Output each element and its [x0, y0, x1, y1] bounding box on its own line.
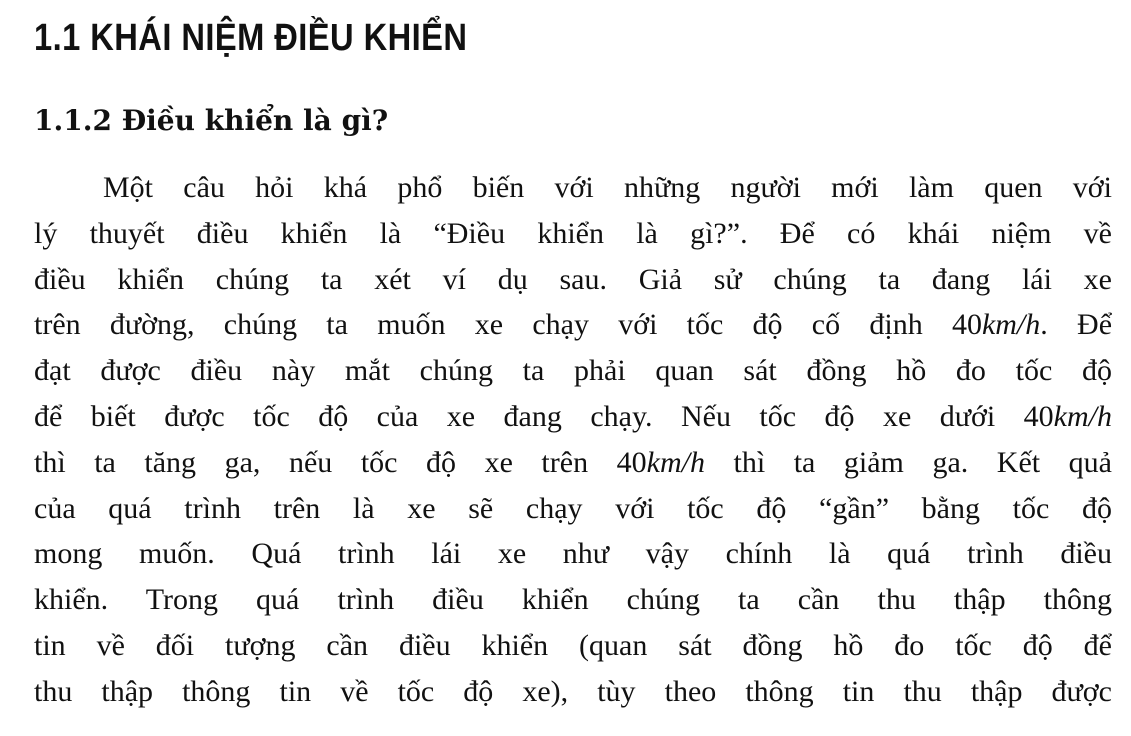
paragraph-line: mong muốn. Quá trình lái xe như vậy chính là quá trình điều [34, 537, 1112, 571]
math-unit: km/h [646, 445, 705, 479]
paragraph-line: thì ta tăng ga, nếu tốc độ xe trên 40km/h thì ta giảm ga. Kết quả [34, 445, 1112, 479]
body-paragraph [34, 165, 1112, 715]
paragraph-line: tin về đối tượng cần điều khiển (quan sát đồng hồ đo tốc độ để [34, 628, 1112, 662]
paragraph-line: thu thập thông tin về tốc độ xe), tùy theo thông tin thu thập được [34, 674, 1112, 708]
document-page [34, 0, 1112, 715]
paragraph-line: lý thuyết điều khiển là “Điều khiển là gì?”. Để có khái niệm về [34, 216, 1112, 250]
paragraph-line: Một câu hỏi khá phổ biến với những người mới làm quen với [103, 171, 1112, 204]
math-unit: km/h [981, 308, 1041, 342]
paragraph-line: điều khiển chúng ta xét ví dụ sau. Giả sử chúng ta đang lái xe [34, 262, 1112, 296]
paragraph-line: trên đường, chúng ta muốn xe chạy với tốc độ cố định 40km/h. Để [34, 308, 1113, 342]
paragraph-line: để biết được tốc độ của xe đang chạy. Nếu tốc độ xe dưới 40km/h [34, 399, 1112, 433]
chapter-heading: 1.1 KHÁI NIỆM ĐIỀU KHIỂN [34, 17, 468, 59]
paragraph-line: của quá trình trên là xe sẽ chạy với tốc độ “gần” bằng tốc độ [34, 491, 1112, 525]
math-unit: km/h [1053, 399, 1112, 433]
section-heading: 1.1.2 Điều khiển là gì? [34, 104, 389, 137]
paragraph-line: đạt được điều này mắt chúng ta phải quan sát đồng hồ đo tốc độ [34, 354, 1112, 388]
paragraph-line: khiển. Trong quá trình điều khiển chúng ta cần thu thập thông [34, 583, 1112, 617]
